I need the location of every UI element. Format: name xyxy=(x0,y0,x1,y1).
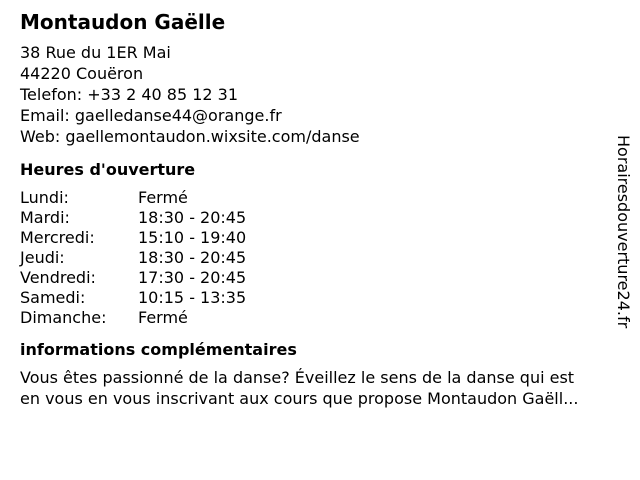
postal-city: 44220 Couëron xyxy=(20,64,144,83)
time-value: Fermé xyxy=(138,188,188,207)
street-address: 38 Rue du 1ER Mai xyxy=(20,43,171,62)
hours-row-tuesday xyxy=(20,208,630,228)
hours-row-friday xyxy=(20,268,630,288)
site-watermark: Horairesdouverture24.fr xyxy=(614,135,633,329)
day-label: Vendredi: xyxy=(20,268,96,287)
additional-info-text xyxy=(20,367,630,409)
day-label: Lundi: xyxy=(20,188,69,207)
time-value: 15:10 - 19:40 xyxy=(138,228,247,247)
time-value: 17:30 - 20:45 xyxy=(138,268,247,287)
hours-row-saturday xyxy=(20,288,630,308)
time-value: 10:15 - 13:35 xyxy=(138,288,247,307)
hours-row-wednesday xyxy=(20,228,630,248)
business-card xyxy=(20,8,633,409)
time-value: Fermé xyxy=(138,308,188,327)
email-line: Email: gaelledanse44@orange.fr xyxy=(20,106,282,125)
web-line: Web: gaellemontaudon.wixsite.com/danse xyxy=(20,127,360,146)
time-value: 18:30 - 20:45 xyxy=(138,248,247,267)
opening-hours-heading: Heures d'ouverture xyxy=(20,160,196,179)
time-value: 18:30 - 20:45 xyxy=(138,208,247,227)
day-label: Samedi: xyxy=(20,288,86,307)
address-block xyxy=(20,42,630,147)
day-label: Dimanche: xyxy=(20,308,107,327)
day-label: Mardi: xyxy=(20,208,70,227)
business-name: Montaudon Gaëlle xyxy=(20,10,226,34)
hours-row-sunday xyxy=(20,308,630,328)
hours-row-thursday xyxy=(20,248,630,268)
day-label: Mercredi: xyxy=(20,228,95,247)
info-text-line: en vous en vous inscrivant aux cours que propose Montaudon Gaëll... xyxy=(20,389,579,408)
phone-line: Telefon: +33 2 40 85 12 31 xyxy=(20,85,239,104)
day-label: Jeudi: xyxy=(20,248,65,267)
additional-info-heading: informations complémentaires xyxy=(20,340,297,359)
info-text-line: Vous êtes passionné de la danse? Éveillez le sens de la danse qui est xyxy=(20,368,575,387)
hours-row-monday xyxy=(20,188,630,208)
opening-hours-table xyxy=(20,188,630,328)
